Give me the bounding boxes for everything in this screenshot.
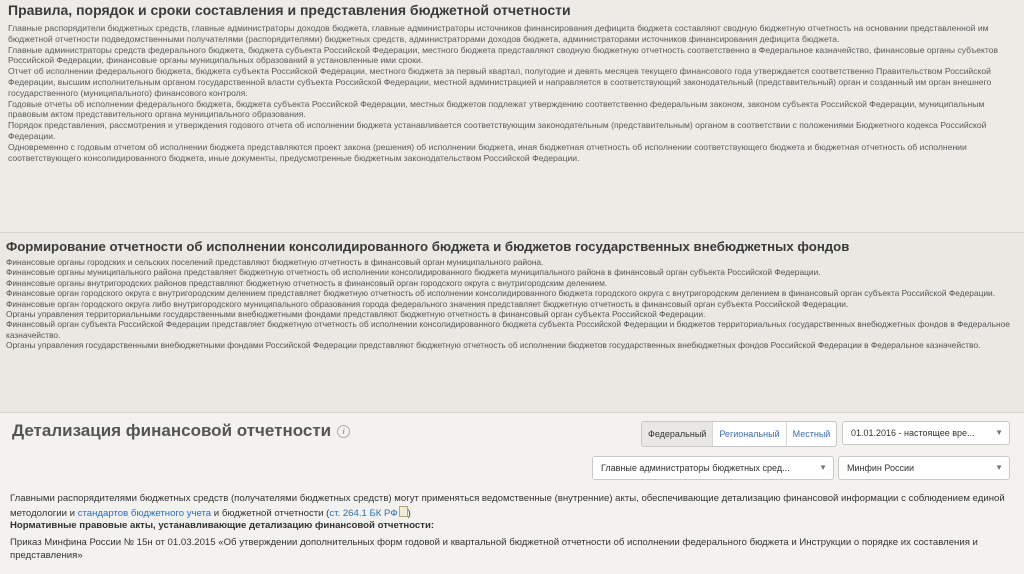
accounting-standards-link[interactable]: стандартов бюджетного учета [77, 507, 212, 519]
rules-paragraph: Годовые отчеты об исполнении федерального бюджета, бюджета субъекта Российской Федерации, местных бюджетов подлежат утверждению соответственно федеральным законом, законом субъекта Российской Федерации, муниципальным правовым актом представительного органа муниципального образования. [8, 98, 985, 120]
period-select[interactable] [842, 421, 1010, 445]
regulations-subtitle: Нормативные правовые акты, устанавливающие детализацию финансовой отчетности: [10, 520, 435, 531]
consolidated-paragraph: Органы управления государственными внебюджетными фондами Российской Федерации представляют бюджетную отчетность об исполнении бюджетов государственных внебюджетных фондов Российской Федерации в Федеральное казначейство. [6, 340, 981, 351]
detail-description [10, 493, 1005, 520]
period-select-value: 01.01.2016 - настоящее вре... [851, 428, 975, 438]
detail-description-text: и бюджетной отчетности ( [211, 507, 330, 519]
level-federal-button[interactable]: Федеральный [642, 422, 712, 446]
chevron-down-icon: ▼ [995, 463, 1003, 472]
rules-paragraph: Отчет об исполнении федерального бюджета, бюджета субъекта Российской Федерации, местного бюджета за первый квартал, полугодие и девять месяцев текущего финансового года утверждается соответственно Правительством Российской Федерации, высшим исполнительным органом государственной власти субъекта Российской Федерации, местной администрацией и направляется в соответствующий законодательный (представительный) орган и созданный им орган внешнего государственного (муниципального) финансового контроля. [8, 66, 992, 98]
rules-paragraph: Главные распорядители бюджетных средств, главные администраторы доходов бюджета, главные администраторы источников финансирования дефицита бюджета составляют сводную бюджетную отчетность на основании представленной им бюджетной отчетности подведомственными получателями (распорядителями) бюджетных средств, администраторами доходов бюджета, администраторами источников финансирования дефицита бюджета. [8, 23, 989, 44]
consolidated-title: Формирование отчетности об исполнении консолидированного бюджета и бюджетов государственных внебюджетных фондов [6, 239, 850, 254]
ministry-value: Минфин России [847, 463, 915, 473]
chevron-down-icon: ▼ [819, 463, 827, 472]
level-regional-button[interactable]: Региональный [712, 422, 785, 446]
detail-title-text: Детализация финансовой отчетности [12, 421, 332, 440]
rules-paragraph: Порядок представления, рассмотрения и утверждения годового отчета об исполнении бюджета устанавливается соответствующим законодательным (представительным) органом в соответствии с положениями Бюджетного кодекса Российской Федерации. [8, 120, 987, 141]
budget-code-article-link[interactable]: ст. 264.1 БК РФ [329, 507, 398, 519]
level-local-button[interactable]: Местный [786, 422, 837, 446]
consolidated-paragraph: Финансовые органы внутригородских районов представляют бюджетную отчетность в финансовый орган городского округа с внутригородским делением. [6, 277, 608, 288]
detail-title [12, 421, 350, 441]
regulation-item: Приказ Минфина России № 15н от 01.03.2015 «Об утверждении дополнительных форм годовой и квартальной бюджетной отчетности об исполнении федерального бюджета и Инструкции о порядке их составления и представления» [10, 537, 978, 561]
rules-section [0, 0, 1024, 230]
consolidated-paragraph: Финансовый орган субъекта Российской Федерации представляет бюджетную отчетность об исполнении консолидированного бюджета субъекта Российской Федерации и бюджетов территориальных государственных внебюджетных фондов в Федеральное казначейство. [6, 319, 1010, 340]
consolidated-paragraph: Финансовые органы муниципального района представляет бюджетную отчетность об исполнении консолидированного бюджета муниципального района в финансовый орган субъекта Российской Федерации. [6, 267, 821, 278]
rules-title: Правила, порядок и сроки составления и представления бюджетной отчетности [8, 2, 571, 18]
detail-description-text: ) [407, 507, 411, 519]
document-icon[interactable] [399, 506, 408, 517]
rules-paragraph: Главные администраторы средств федерального бюджета, бюджета субъекта Российской Федерации, местного бюджета представляют сводную бюджетную отчетность соответственно в Федеральное казначейство, финансовые органы субъектов Российской Федерации, финансовые органы муниципальных образований в установленные ими сроки. [8, 44, 999, 66]
consolidated-paragraph: Финансовые органы городских и сельских поселений представляют бюджетную отчетность в финансовый орган муниципального района. [6, 257, 544, 267]
rules-paragraph: Одновременно с годовым отчетом об исполнении бюджета представляются проект закона (решения) об исполнении бюджета, иная бюджетная отчетность об исполнении соответствующего бюджета и бюджетная отчетность об исполнении соответствующего консолидированного бюджета, иные документы, предусмотренные бюджетным законодательством Российской Федерации. [8, 141, 967, 163]
detail-description-text: Главными распорядителями бюджетных средств (получателями бюджетных средств) могут применяться ведомственные (внутренние) акты, обеспечивающие детализацию финансовой информации с соблюдением единой методологии и [10, 493, 1005, 519]
ministry-select[interactable] [838, 456, 1010, 480]
administrator-type-value: Главные администраторы бюджетных сред... [601, 463, 790, 473]
consolidated-body [6, 257, 1018, 351]
chevron-down-icon: ▼ [995, 428, 1003, 437]
consolidated-section [0, 232, 1024, 412]
administrator-type-select[interactable] [592, 456, 834, 480]
budget-level-selector [641, 421, 837, 447]
consolidated-paragraph: Финансовые орган городского округа с внутригородским делением представляет бюджетную отчетность об исполнении консолидированного бюджета городского округа с внутригородским делением в финансовый орган субъекта Российской Федерации. [6, 288, 996, 299]
rules-body [8, 23, 1016, 163]
info-icon[interactable]: i [337, 425, 350, 438]
consolidated-paragraph: Органы управления территориальными государственными внебюджетными фондами представляют бюджетную отчетность в финансовый орган субъекта Российской Федерации. [6, 309, 706, 320]
consolidated-paragraph: Финансовые орган городского округа либо внутригородского муниципального образования города федерального значения представляет бюджетную отчетность в финансовый орган субъекта Российской Федерации. [6, 298, 849, 309]
